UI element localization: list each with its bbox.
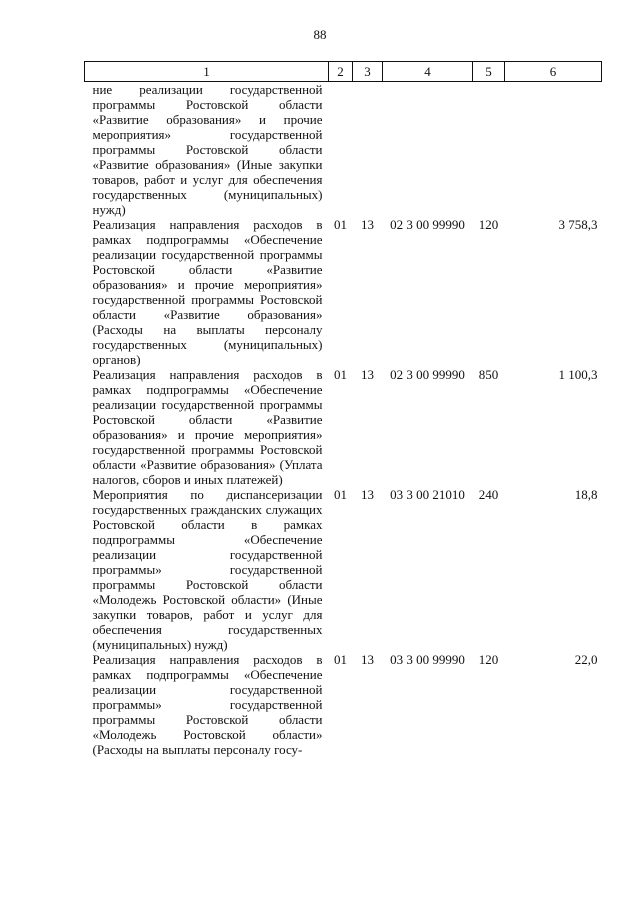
row-amount: 1 100,3 — [558, 367, 598, 382]
row-subsection: 13 — [361, 367, 374, 382]
row-expense-type: 240 — [478, 487, 499, 502]
row-amount: 18,8 — [574, 487, 598, 502]
table-header-row — [85, 62, 602, 82]
row-target-code — [383, 82, 473, 218]
header-col-2: 2 — [329, 62, 353, 82]
page-number: 88 — [313, 27, 327, 42]
row-name: Реализация направления расходов в рамках подпрограммы «Обеспечение реализации государственной программы Ростовской области «Развитие образования» и прочие мероприятия» государственной программы Ростовской области «Развитие образования» (Расходы на выплаты персоналу государственных (муниципальных) органов) — [92, 217, 323, 367]
row-target-code: 02 3 00 99990 — [390, 217, 465, 232]
row-amount: 3 758,3 — [558, 217, 598, 232]
row-name: Реализация направления расходов в рамках подпрограммы «Обеспечение реализации государственной программы Ростовской области «Развитие образования» и прочие мероприятия» государственной программы Ростовской области «Развитие образования» (Уплата налогов, сборов и иных платежей) — [92, 367, 323, 487]
budget-table — [84, 61, 602, 757]
header-col-6: 6 — [505, 62, 602, 82]
row-expense-type: 120 — [478, 652, 499, 667]
header-col-4: 4 — [383, 62, 473, 82]
row-subsection: 13 — [361, 652, 374, 667]
row-amount — [505, 82, 602, 218]
row-expense-type: 850 — [478, 367, 499, 382]
row-expense-type — [473, 82, 505, 218]
table-row — [85, 487, 602, 652]
header-col-3: 3 — [353, 62, 383, 82]
row-subsection — [353, 82, 383, 218]
row-name: Реализация направления расходов в рамках подпрограммы «Обеспечение реализации государственной программы» государственной программы Ростовской области «Молодежь Ростовской области» (Расходы на выплаты персоналу госу- — [92, 652, 323, 757]
table-row — [85, 217, 602, 367]
table-row — [85, 367, 602, 487]
row-section: 01 — [334, 652, 347, 667]
row-target-code: 03 3 00 99990 — [390, 652, 465, 667]
row-expense-type: 120 — [478, 217, 499, 232]
row-subsection: 13 — [361, 217, 374, 232]
row-amount: 22,0 — [574, 652, 598, 667]
row-target-code: 03 3 00 21010 — [390, 487, 465, 502]
row-target-code: 02 3 00 99990 — [390, 367, 465, 382]
row-section — [329, 82, 353, 218]
header-col-1: 1 — [85, 62, 329, 82]
row-section: 01 — [334, 367, 347, 382]
row-subsection: 13 — [361, 487, 374, 502]
table-row — [85, 652, 602, 757]
table-row — [85, 82, 602, 218]
header-col-5: 5 — [473, 62, 505, 82]
row-section: 01 — [334, 217, 347, 232]
row-name: ние реализации государственной программы Ростовской области «Развитие образования» и прочие мероприятия» государственной программы Ростовской области «Развитие образования» (Иные закупки товаров, работ и услуг для обеспечения государственных (муниципальных) нужд) — [92, 82, 323, 217]
row-name: Мероприятия по диспансеризации государственных гражданских служащих Ростовской области в рамках подпрограммы «Обеспечение реализации государственной программы» государственной программы Ростовской области «Молодежь Ростовской области» (Иные закупки товаров, работ и услуг для обеспечения государственных (муниципальных) нужд) — [92, 487, 323, 652]
row-section: 01 — [334, 487, 347, 502]
